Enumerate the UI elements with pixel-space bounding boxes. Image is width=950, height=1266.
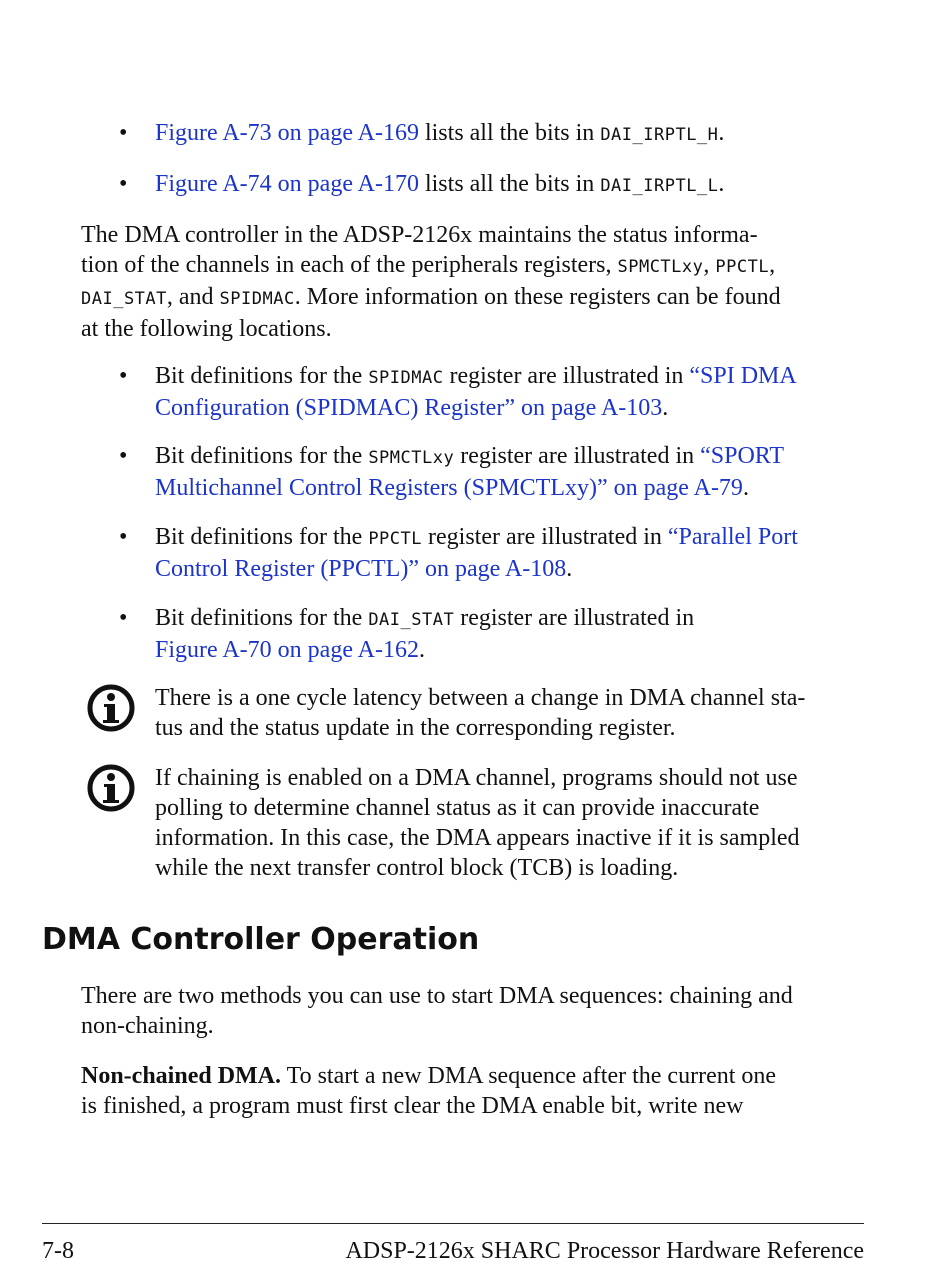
info-icon <box>86 683 136 733</box>
register-name: DAI_STAT <box>81 289 167 309</box>
text: register are illustrated in <box>422 524 668 550</box>
text: . <box>742 475 749 501</box>
page-number: 7-8 <box>42 1238 74 1264</box>
bullet-dot: • <box>119 363 128 389</box>
cross-reference-link[interactable]: Configuration (SPIDMAC) Register” on page A-103 <box>155 395 663 421</box>
paragraph-line: is finished, a program must first clear the DMA enable bit, write new <box>81 1093 744 1119</box>
bullet-text <box>155 118 875 150</box>
paragraph-methods <box>81 981 871 1041</box>
bullet-text <box>155 603 875 665</box>
paragraph-dma-status <box>81 220 871 344</box>
cross-reference-link[interactable]: Control Register (PPCTL)” on page A-108 <box>155 556 567 582</box>
text: , <box>769 252 776 278</box>
text: lists all the bits in <box>418 171 601 197</box>
paragraph-line: There are two methods you can use to start DMA sequences: chaining and <box>81 983 793 1009</box>
bullet-dot: • <box>119 171 128 197</box>
bullet-dot: • <box>119 524 128 550</box>
text: Bit definitions for the <box>155 524 369 550</box>
cross-reference-link[interactable]: “Parallel Port <box>667 524 798 550</box>
register-name: DAI_STAT <box>368 610 455 630</box>
text: . <box>418 637 425 663</box>
text: Bit definitions for the <box>155 443 369 469</box>
note-line: while the next transfer control block (TCB) is loading. <box>155 855 679 881</box>
note-line: information. In this case, the DMA appears inactive if it is sampled <box>155 825 800 851</box>
text: . <box>718 171 725 197</box>
text: register are illustrated in <box>443 363 690 389</box>
note-line: tus and the status update in the corresponding register. <box>155 715 676 741</box>
bullet-dot: • <box>119 605 128 631</box>
text: Bit definitions for the <box>155 605 369 631</box>
bullet-text <box>155 522 875 584</box>
paragraph-non-chained <box>81 1061 871 1121</box>
text: . <box>718 120 725 146</box>
cross-reference-link[interactable]: Multichannel Control Registers (SPMCTLxy)” on page A-79 <box>155 475 743 501</box>
text: lists all the bits in <box>418 120 601 146</box>
bullet-text <box>155 169 875 201</box>
text: register are illustrated in <box>454 443 701 469</box>
figure-link[interactable]: Figure A-74 on page A-170 <box>155 171 419 197</box>
bullet-dot: • <box>119 443 128 469</box>
text: , <box>703 252 716 278</box>
run-in-heading: Non-chained DMA. <box>81 1063 282 1089</box>
cross-reference-link[interactable]: “SPORT <box>700 443 785 469</box>
register-name: PPCTL <box>715 257 770 277</box>
section-heading: DMA Controller Operation <box>42 922 480 957</box>
text: . More information on these registers can be found <box>294 284 781 310</box>
bullet-text <box>155 361 875 423</box>
paragraph-line <box>81 1061 871 1091</box>
bullet-dot: • <box>119 120 128 146</box>
cross-reference-link[interactable]: “SPI DMA <box>689 363 797 389</box>
register-name: SPIDMAC <box>219 289 295 309</box>
info-icon <box>86 763 136 813</box>
note-text <box>155 763 875 883</box>
figure-link[interactable]: Figure A-73 on page A-169 <box>155 120 419 146</box>
note-line: If chaining is enabled on a DMA channel, programs should not use <box>155 765 798 791</box>
register-name: DAI_IRPTL_L <box>600 176 719 196</box>
note-text <box>155 683 875 743</box>
footer-divider <box>42 1223 864 1224</box>
register-name: SPMCTLxy <box>368 448 455 468</box>
text: tion of the channels in each of the peripherals registers, <box>81 252 618 278</box>
footer-title: ADSP-2126x SHARC Processor Hardware Reference <box>345 1238 864 1264</box>
register-name: SPIDMAC <box>368 368 444 388</box>
figure-link[interactable]: Figure A-70 on page A-162 <box>155 637 419 663</box>
register-name: PPCTL <box>368 529 422 549</box>
text: register are illustrated in <box>454 605 695 631</box>
register-name: DAI_IRPTL_H <box>600 125 719 145</box>
note-line: There is a one cycle latency between a change in DMA channel sta- <box>155 685 806 711</box>
paragraph-line: The DMA controller in the ADSP-2126x maintains the status informa- <box>81 222 758 248</box>
text: To start a new DMA sequence after the current one <box>281 1063 777 1089</box>
text: , and <box>166 284 220 310</box>
note-line: polling to determine channel status as it can provide inaccurate <box>155 795 760 821</box>
paragraph-line <box>81 282 871 314</box>
text: . <box>662 395 669 421</box>
paragraph-line <box>81 250 871 282</box>
text: . <box>566 556 573 582</box>
paragraph-line: non-chaining. <box>81 1013 214 1039</box>
register-name: SPMCTLxy <box>617 257 704 277</box>
text: Bit definitions for the <box>155 363 369 389</box>
paragraph-line: at the following locations. <box>81 316 332 342</box>
bullet-text <box>155 441 875 503</box>
